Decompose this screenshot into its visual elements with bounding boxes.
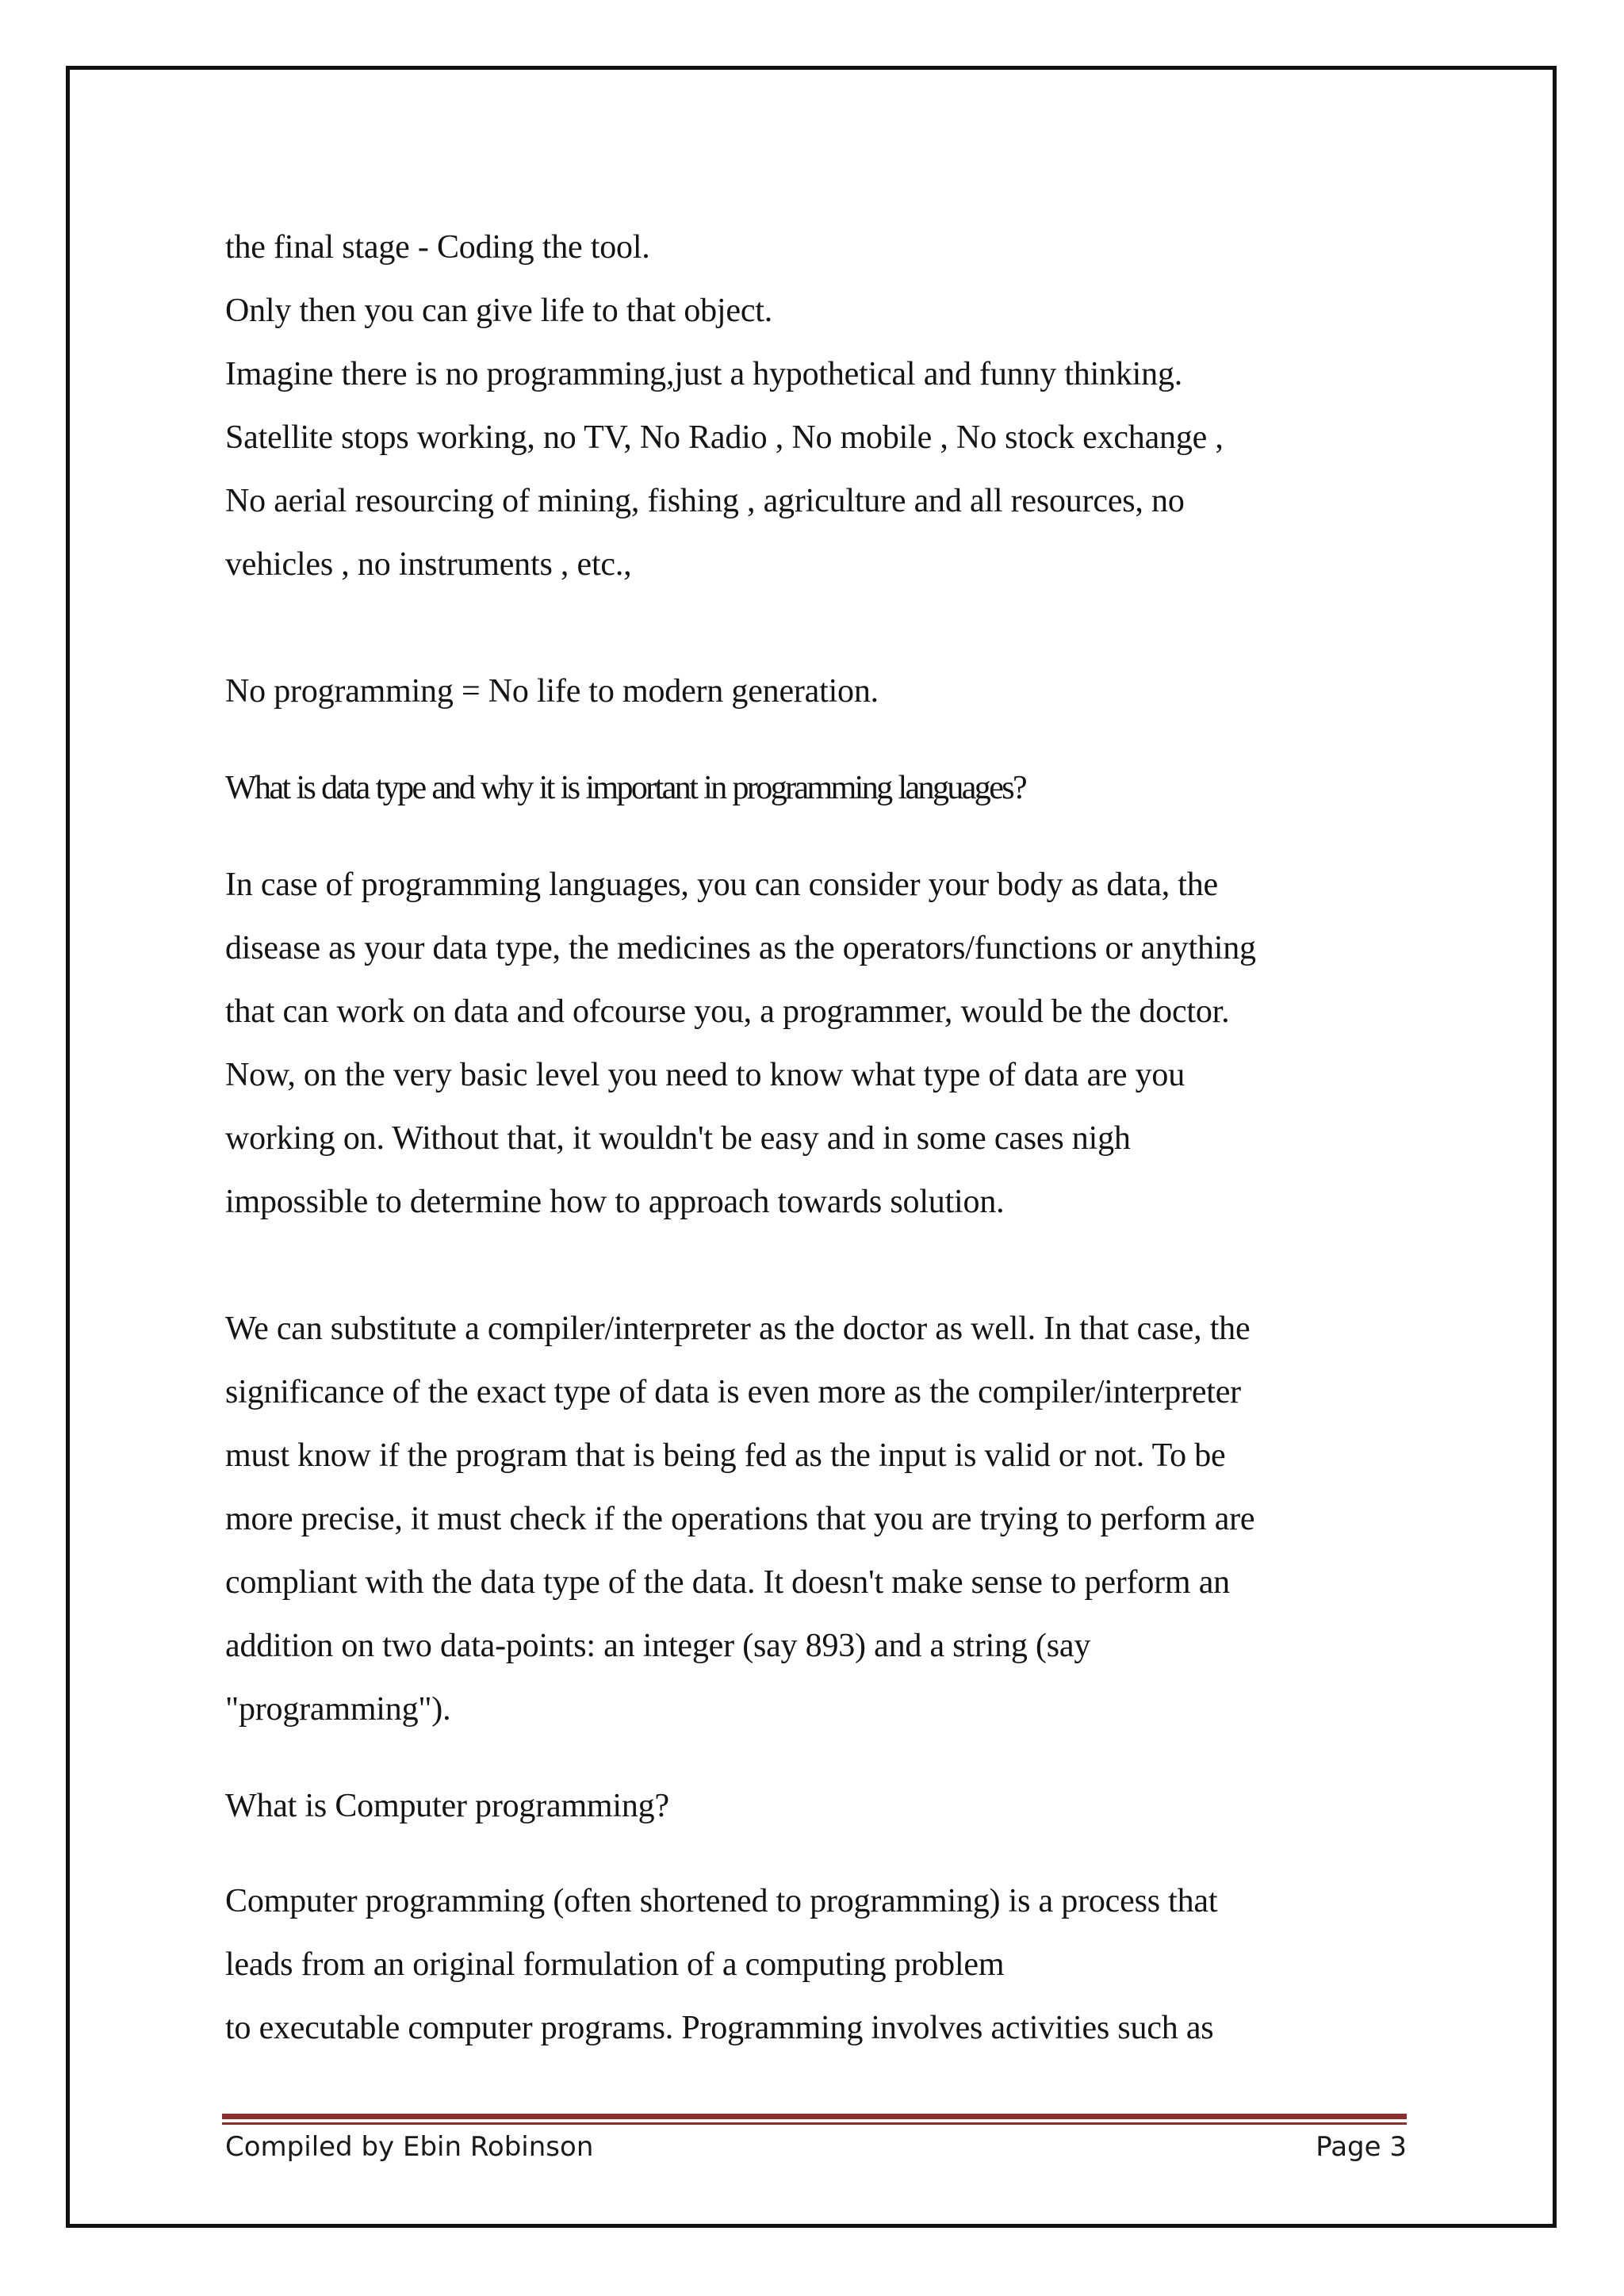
- body-line: Now, on the very basic level you need to know what type of data are you: [225, 1057, 1185, 1093]
- body-line: "programming").: [225, 1691, 451, 1728]
- body-line: Only then you can give life to that object.: [225, 293, 773, 329]
- section-heading-data-type: What is data type and why it is important in programming languages?: [225, 770, 1026, 806]
- body-line: Satellite stops working, no TV, No Radio , No mobile , No stock exchange ,: [225, 419, 1224, 456]
- body-line: compliant with the data type of the data. It doesn't make sense to perform an: [225, 1564, 1230, 1601]
- body-line: In case of programming languages, you can consider your body as data, the: [225, 867, 1219, 903]
- body-line: addition on two data-points: an integer (say 893) and a string (say: [225, 1628, 1091, 1664]
- body-line: Imagine there is no programming,just a hypothetical and funny thinking.: [225, 356, 1183, 392]
- body-line: No aerial resourcing of mining, fishing , agriculture and all resources, no: [225, 483, 1185, 519]
- body-line: leads from an original formulation of a computing problem: [225, 1946, 1005, 1983]
- body-line: significance of the exact type of data is even more as the compiler/interpreter: [225, 1374, 1241, 1410]
- section-heading-computer-programming: What is Computer programming?: [225, 1788, 669, 1824]
- body-line: that can work on data and ofcourse you, a programmer, would be the doctor.: [225, 993, 1230, 1030]
- body-line: Computer programming (often shortened to programming) is a process that: [225, 1883, 1218, 1919]
- body-line: the final stage - Coding the tool.: [225, 229, 650, 266]
- body-line: vehicles , no instruments , etc.,: [225, 546, 632, 583]
- body-line: working on. Without that, it wouldn't be easy and in some cases nigh: [225, 1120, 1131, 1157]
- body-line: more precise, it must check if the operations that you are trying to perform are: [225, 1501, 1255, 1537]
- body-line: disease as your data type, the medicines as the operators/functions or anything: [225, 930, 1256, 966]
- body-line: No programming = No life to modern generation.: [225, 673, 879, 710]
- footer-author: Compiled by Ebin Robinson: [225, 2131, 594, 2163]
- footer-rule: [222, 2114, 1407, 2125]
- footer-page-number: Page 3: [1316, 2131, 1407, 2163]
- body-line: impossible to determine how to approach towards solution.: [225, 1184, 1005, 1220]
- body-line: must know if the program that is being fed as the input is valid or not. To be: [225, 1437, 1226, 1474]
- body-line: to executable computer programs. Programming involves activities such as: [225, 2010, 1214, 2046]
- body-line: We can substitute a compiler/interpreter as the doctor as well. In that case, the: [225, 1311, 1251, 1347]
